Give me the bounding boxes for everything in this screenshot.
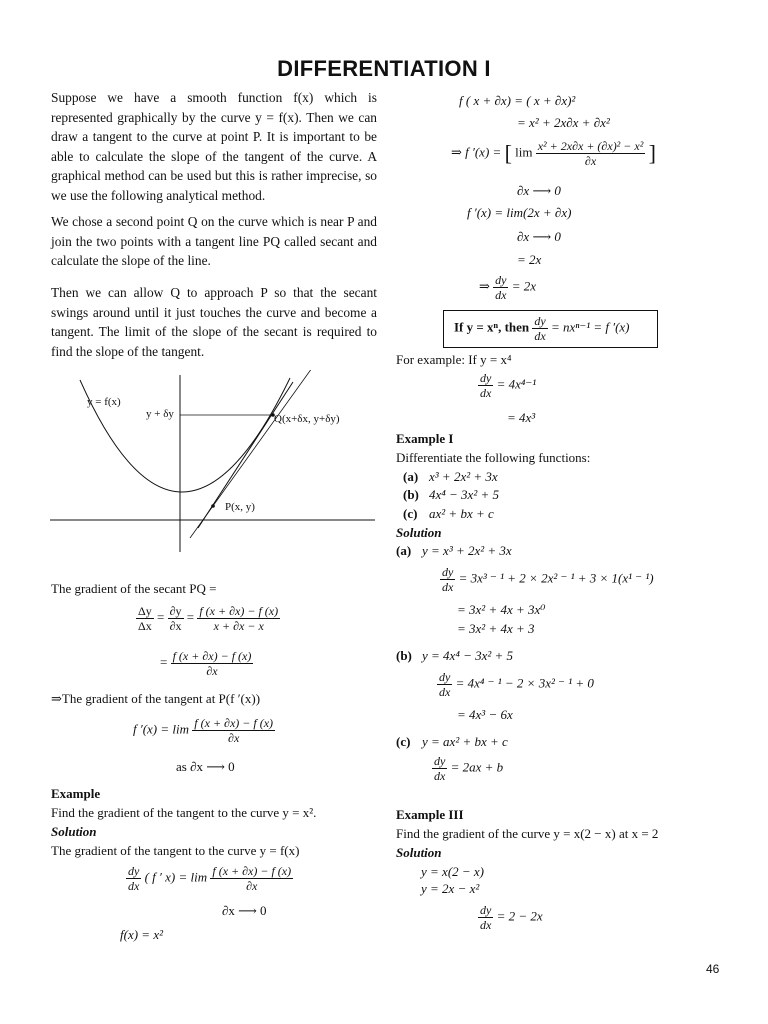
- p-label: P(x, y): [225, 501, 255, 513]
- as-dx-to-zero: as ∂x ⟶ 0: [176, 759, 235, 774]
- secant-tangent-graph: [50, 370, 380, 560]
- solution-a-derivative: $\frac{dy}{dx}$ = 3x³ ⁻ ¹ + 2 × 2x² ⁻ ¹ + 3 × 1(x¹ ⁻ ¹): [442, 565, 654, 594]
- solution-c-derivative: $\frac{dy}{dx}$ = 2ax + b: [434, 754, 504, 783]
- example-iii-line-1: y = x(2 − x): [421, 864, 485, 879]
- solution-a-step-3: = 3x² + 4x + 3: [457, 621, 535, 636]
- example-iii-derivative: $\frac{dy}{dx}$ = 2 − 2x: [480, 903, 543, 932]
- example-i-heading: Example I: [396, 431, 454, 446]
- page-title: DIFFERENTIATION I: [277, 56, 491, 81]
- intro-paragraph-1: Suppose we have a smooth function f(x) which is represented graphically by the curve y = f(x). Then we can draw a tangent to the curve at point P. It is important to be able to calculate the slope of the tangent of the curve. A graphical method can be used but this is rather imprecise, so we use the following analytical method.: [51, 90, 377, 203]
- solution-text: The gradient of the tangent to the curve y = f(x): [51, 843, 300, 858]
- power-rule: If y = xⁿ, then $\frac{dy}{dx}$ = nxⁿ⁻¹ = f ′(x): [454, 314, 630, 343]
- for-example-text: For example: If y = x⁴: [396, 352, 512, 367]
- example-iii-text: Find the gradient of the curve y = x(2 − x) at x = 2: [396, 826, 659, 841]
- derivative-limit-formula: $\frac{dy}{dx}$ ( f ′ x) = lim $\frac{f (x + \partial x) - f (x)}{\partial x}$: [128, 864, 292, 893]
- q-label: Q(x+δx, y+δy): [274, 413, 340, 425]
- r-line-8: ⇒ $\frac{dy}{dx}$ = 2x: [479, 273, 537, 302]
- y-delta-label: y + δy: [146, 408, 174, 420]
- intro-paragraph-3: Then we can allow Q to approach P so that the secant swings around until it just touches the curve and become a tangent. The limit of the slope of the secant is required to find the slope of the tangent.: [51, 285, 377, 359]
- example-iii-solution: Solution: [396, 845, 442, 860]
- r-line-1: f ( x + ∂x) = ( x + ∂x)²: [459, 93, 576, 108]
- tangent-limit-formula: f ′(x) = lim $\frac{f (x + \partial x) - f (x)}{\partial x}$: [133, 716, 274, 745]
- r-line-6: ∂x ⟶ 0: [517, 229, 561, 244]
- solution-heading: Solution: [51, 824, 97, 839]
- secant-formula: $\frac{\Delta y}{\Delta x}$ = $\frac{\partial y}{\partial x}$ = $\frac{f (x + \partial x) - f (x)}{x + \partial x - x}$: [138, 604, 279, 633]
- solution-c-line: (c) y = ax² + bx + c: [396, 734, 508, 749]
- for-example-result: = 4x³: [507, 410, 536, 425]
- example-i-item-a: (a) x³ + 2x² + 3x: [403, 469, 498, 484]
- r-line-7: = 2x: [517, 252, 542, 267]
- r-line-5: f ′(x) = lim(2x + ∂x): [467, 205, 572, 220]
- example-text: Find the gradient of the tangent to the curve y = x².: [51, 805, 317, 820]
- curve-label: y = f(x): [87, 396, 121, 408]
- r-line-3: ⇒ f ′(x) = [ lim $\frac{\text{x² + 2x∂x + (∂x)² − x²}}{\partial x}$ ]: [451, 139, 656, 168]
- gradient-secant-text: The gradient of the secant PQ =: [51, 581, 217, 596]
- r-line-4: ∂x ⟶ 0: [517, 183, 561, 198]
- example-i-item-b: (b) 4x⁴ − 3x² + 5: [403, 487, 500, 502]
- solution-a-step-2: = 3x² + 4x + 3x⁰: [457, 602, 546, 617]
- example-heading: Example: [51, 786, 101, 801]
- example-iii-heading: Example III: [396, 807, 464, 822]
- example-i-item-c: (c) ax² + bx + c: [403, 506, 494, 521]
- solution-b-step-2: = 4x³ − 6x: [457, 707, 513, 722]
- fx-equals-x2: f(x) = x²: [120, 927, 163, 942]
- solution-a-line: (a) y = x³ + 2x² + 3x: [396, 543, 512, 558]
- for-example-derivative: $\frac{dy}{dx}$ = 4x⁴⁻¹: [480, 371, 537, 400]
- secant-formula-simplified: = $\frac{f (x + \partial x) - f (x)}{\partial x}$: [160, 649, 252, 678]
- solution-b-line: (b) y = 4x⁴ − 3x² + 5: [396, 648, 514, 663]
- solution-i-heading: Solution: [396, 525, 442, 540]
- r-line-2: = x² + 2x∂x + ∂x²: [517, 115, 610, 130]
- example-i-text: Differentiate the following functions:: [396, 450, 591, 465]
- point-p: [211, 504, 215, 508]
- example-iii-line-2: y = 2x − x²: [421, 881, 480, 896]
- intro-paragraph-2: We chose a second point Q on the curve which is near P and join the two points with a tangent line PQ called secant and calculate the slope of the line.: [51, 214, 377, 268]
- dx-to-zero: ∂x ⟶ 0: [222, 903, 267, 918]
- solution-b-derivative: $\frac{dy}{dx}$ = 4x⁴ ⁻ ¹ − 2 × 3x² ⁻ ¹ + 0: [439, 670, 594, 699]
- page-number: 46: [706, 962, 720, 976]
- tangent-gradient-text: ⇒The gradient of the tangent at P(f ′(x)): [51, 691, 261, 706]
